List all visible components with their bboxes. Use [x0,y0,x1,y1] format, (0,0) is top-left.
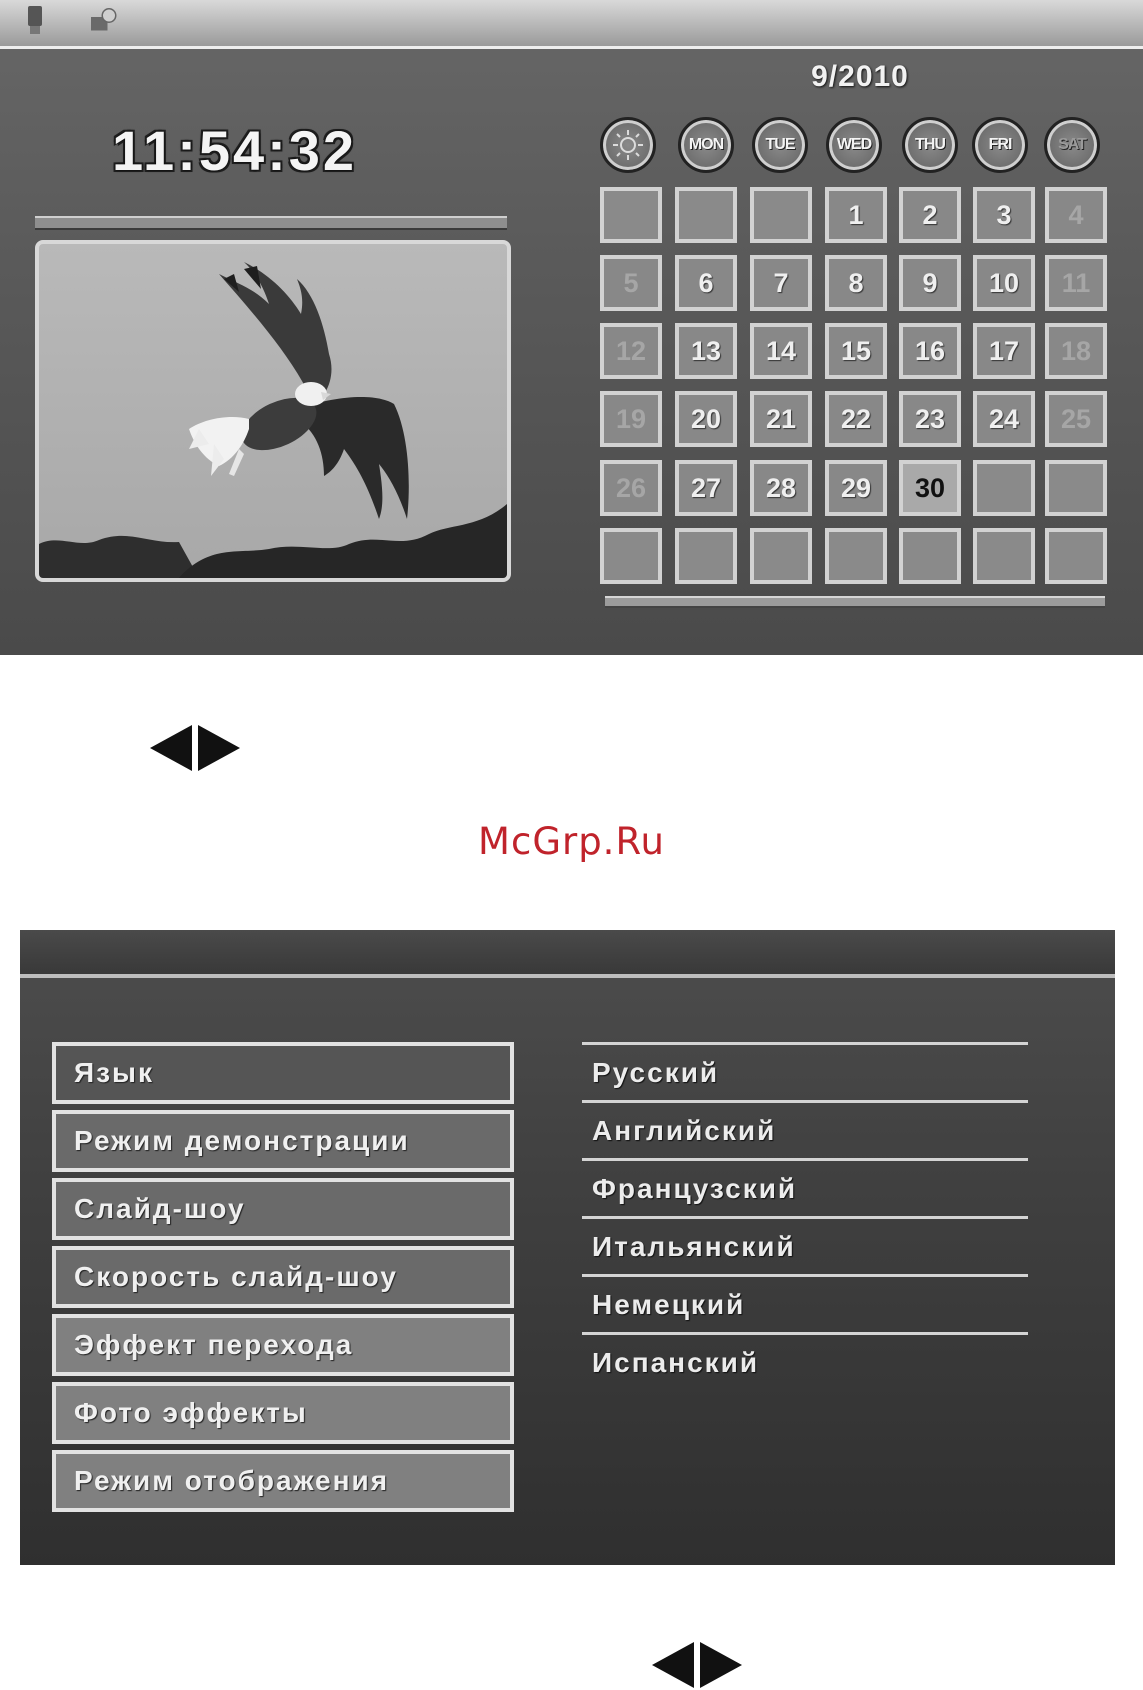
calendar-empty-cell [973,528,1035,584]
left-right-arrows-icon [150,723,240,773]
settings-menu-item[interactable]: Язык [52,1042,514,1104]
calendar-day-cell[interactable]: 14 [750,323,812,379]
calendar-day-cell[interactable]: 24 [973,391,1035,447]
calendar-empty-cell [899,528,961,584]
language-option[interactable]: Немецкий [582,1274,1028,1332]
calendar-day-cell[interactable]: 27 [675,460,737,516]
language-option[interactable]: Русский [582,1042,1028,1100]
settings-menu-item[interactable]: Слайд-шоу [52,1178,514,1240]
calendar-empty-cell [1045,528,1107,584]
calendar-empty-cell [973,460,1035,516]
top-status-bar [0,0,1143,49]
calendar-day-cell[interactable]: 15 [825,323,887,379]
calendar-day-cell[interactable]: 22 [825,391,887,447]
clock-time: 11:54:32 [112,119,358,182]
language-option[interactable]: Французский [582,1158,1028,1216]
calendar-day-cell[interactable]: 20 [675,391,737,447]
calendar-divider [605,596,1105,608]
weekday-mon: MON [678,117,734,173]
settings-menu-item[interactable]: Скорость слайд-шоу [52,1246,514,1308]
calendar-day-cell[interactable]: 28 [750,460,812,516]
eagle-photo [39,244,507,578]
weekday-sat: SAT [1044,117,1100,173]
usb-icon [20,4,50,36]
calendar-day-cell[interactable]: 18 [1045,323,1107,379]
calendar-day-cell[interactable]: 11 [1045,255,1107,311]
language-option[interactable]: Итальянский [582,1216,1028,1274]
language-option[interactable]: Испанский [582,1332,1028,1390]
calendar-empty-cell [675,187,737,243]
calendar-day-cell[interactable]: 5 [600,255,662,311]
weekday-wed: WED [826,117,882,173]
left-right-arrows-icon [652,1640,742,1690]
weekday-fri: FRI [972,117,1028,173]
calendar-empty-cell [825,528,887,584]
calendar-empty-cell [750,528,812,584]
calendar-day-cell[interactable]: 13 [675,323,737,379]
calendar-day-cell[interactable]: 6 [675,255,737,311]
calendar-day-cell[interactable]: 7 [750,255,812,311]
photo-preview [35,240,511,582]
watermark-text: McGrp.Ru [478,820,665,863]
calendar-day-cell[interactable]: 19 [600,391,662,447]
calendar-empty-cell [750,187,812,243]
calendar-day-cell[interactable]: 8 [825,255,887,311]
calendar-day-cell[interactable]: 29 [825,460,887,516]
calendar-empty-cell [1045,460,1107,516]
calendar-day-cell[interactable]: 21 [750,391,812,447]
calendar-day-cell[interactable]: 26 [600,460,662,516]
calendar-day-cell[interactable]: 3 [973,187,1035,243]
calendar-day-cell[interactable]: 23 [899,391,961,447]
calendar-day-cell[interactable]: 12 [600,323,662,379]
calendar-day-cell[interactable]: 25 [1045,391,1107,447]
card-icon [88,4,118,36]
calendar-day-cell[interactable]: 4 [1045,187,1107,243]
settings-menu-item[interactable]: Режим демонстрации [52,1110,514,1172]
calendar-screen [0,0,1143,655]
calendar-empty-cell [600,187,662,243]
calendar-day-cell[interactable]: 2 [899,187,961,243]
settings-menu-item[interactable]: Режим отображения [52,1450,514,1512]
month-year-label: 9/2010 [811,60,909,93]
weekday-thu: THU [902,117,958,173]
settings-menu-item[interactable]: Эффект перехода [52,1314,514,1376]
calendar-day-cell[interactable]: 16 [899,323,961,379]
settings-header-bar [20,930,1115,978]
weekday-sun [600,117,656,173]
calendar-empty-cell [675,528,737,584]
settings-screen [20,930,1115,1565]
calendar-day-cell[interactable]: 30 [899,460,961,516]
language-option[interactable]: Английский [582,1100,1028,1158]
calendar-empty-cell [600,528,662,584]
weekday-tue: TUE [752,117,808,173]
calendar-day-cell[interactable]: 9 [899,255,961,311]
settings-menu-item[interactable]: Фото эффекты [52,1382,514,1444]
calendar-day-cell[interactable]: 10 [973,255,1035,311]
sun-icon [611,128,645,162]
clock-divider [35,216,507,230]
calendar-day-cell[interactable]: 1 [825,187,887,243]
calendar-day-cell[interactable]: 17 [973,323,1035,379]
